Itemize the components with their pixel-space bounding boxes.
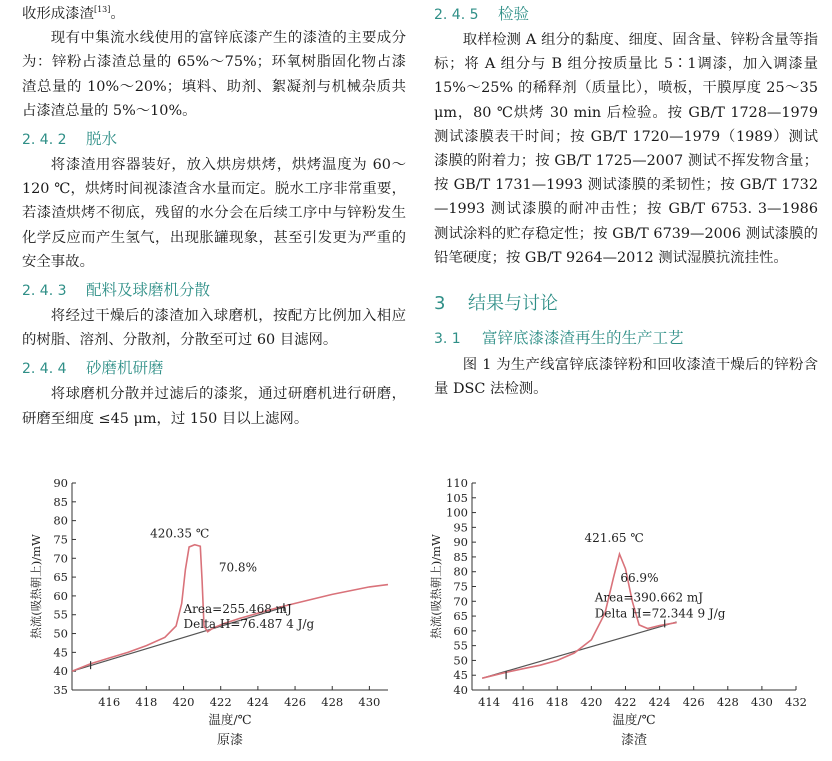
x-tick-label: 428: [321, 695, 344, 709]
x-tick-label: 424: [246, 695, 269, 709]
y-tick-label: 35: [53, 683, 68, 697]
section-heading-245: 2. 4. 5 检验: [434, 5, 530, 23]
section-text-31: 图 1 为生产线富锌底漆锌粉和回收漆渣干燥后的锌粉含量 DSC 法检测。: [434, 357, 818, 398]
dsc-chart-original-svg: [14, 477, 398, 757]
y-tick-label: 80: [453, 564, 468, 579]
delta-h-label: Delta H=72.344 9 J/g: [594, 606, 726, 621]
peak-label: 420.35 ℃: [150, 526, 210, 541]
x-tick-label: 420: [172, 695, 195, 709]
x-tick-label: 418: [135, 695, 158, 709]
section-text-242: 将漆渣用容器装好，放入烘房烘烤，烘烤温度为 60～120 ℃，烘烤时间视漆渣含水量而定。脱水工序非常重要，若漆渣烘烤不彻底，残留的水分会在后续工序中与锌粉发生化学反应而产生氢气，出现胀罐现象，甚至引发更为严重的安全事故。: [22, 157, 406, 270]
y-tick-label: 100: [446, 505, 468, 520]
x-tick-label: 426: [284, 695, 307, 709]
y-tick-label: 40: [53, 664, 68, 679]
right-column: [434, 2, 818, 401]
x-tick-label: 418: [546, 695, 569, 709]
x-tick-label: 420: [580, 695, 603, 709]
y-tick-label: 60: [453, 623, 468, 638]
y-tick-label: 40: [453, 683, 468, 697]
x-tick-label: 432: [785, 695, 807, 709]
chart-caption: 漆渣: [620, 733, 648, 748]
y-tick-label: 55: [53, 607, 68, 622]
section-heading-244: 2. 4. 4 砂磨机研磨: [22, 359, 164, 378]
section-heading-243: 2. 4. 3 配料及球磨机分散: [22, 281, 211, 300]
delta-h-label: Delta H=76.487 4 J/g: [183, 616, 315, 631]
x-tick-label: 416: [98, 695, 121, 709]
x-tick-label: 426: [682, 695, 705, 709]
y-tick-label: 65: [53, 570, 68, 585]
dsc-chart-original: [14, 477, 398, 761]
y-tick-label: 65: [453, 609, 468, 624]
area-label: Area=390.662 mJ: [594, 590, 704, 605]
integration-baseline: [482, 622, 676, 678]
chart-caption: 原漆: [216, 733, 244, 748]
y-axis-label: 热流(吸热朝上)/mW: [429, 534, 443, 639]
y-tick-label: 95: [453, 520, 468, 535]
composition-paragraph: 现有中集流水线使用的富锌底漆产生的漆渣的主要成分为：锌粉占漆渣总量的 65%～75%；环氧树脂固化物占漆渣总量的 10%～20%；填料、助剂、絮凝剂与机械杂质共占漆渣总量的 5%～10%。: [22, 30, 406, 119]
y-tick-label: 75: [453, 579, 468, 594]
y-tick-label: 55: [453, 638, 468, 653]
percent-label: 66.9%: [620, 571, 659, 586]
reference-13[interactable]: [13]: [93, 5, 111, 15]
area-label: Area=255.468 mJ: [183, 601, 292, 616]
left-column: [22, 2, 406, 431]
x-axis-label: 温度/℃: [208, 712, 252, 727]
y-tick-label: 85: [453, 549, 468, 564]
x-tick-label: 430: [358, 695, 381, 709]
x-tick-label: 430: [750, 695, 773, 709]
section-heading-3: 3 结果与讨论: [434, 293, 558, 315]
section-heading-31: 3. 1 富锌底漆漆渣再生的生产工艺: [434, 329, 684, 348]
y-tick-label: 90: [453, 535, 468, 550]
y-tick-label: 60: [53, 588, 68, 603]
x-tick-label: 422: [209, 695, 232, 709]
x-tick-label: 416: [512, 695, 535, 709]
y-tick-label: 90: [53, 477, 68, 490]
y-tick-label: 105: [446, 490, 468, 505]
y-tick-label: 85: [53, 494, 68, 509]
y-tick-label: 80: [53, 513, 68, 528]
y-tick-label: 50: [453, 653, 468, 668]
section-heading-242: 2. 4. 2 脱水: [22, 130, 118, 149]
y-tick-label: 45: [53, 645, 68, 660]
dsc-chart-residue-svg: [426, 477, 810, 757]
y-tick-label: 70: [453, 594, 468, 609]
dsc-chart-residue: [426, 477, 810, 761]
percent-label: 70.8%: [218, 560, 257, 575]
x-tick-label: 424: [648, 695, 671, 709]
intro-line: 收形成漆渣[13]。: [22, 5, 125, 22]
y-tick-label: 45: [453, 668, 468, 683]
y-tick-label: 70: [53, 551, 68, 566]
x-tick-label: 422: [614, 695, 637, 709]
section-text-245: 取样检测 A 组分的黏度、细度、固含量、锌粉含量等指标；将 A 组分与 B 组分按质量比 5∶1调漆，加入调漆量 15%～25% 的稀释剂（质量比），喷板，干膜厚度 25～35 μm，80 ℃烘烤 30 min 后检验。按 GB/T 1728—1979 测试漆膜表干时间；按 GB/T 1720—1979（1989）测试漆膜的附着力；按 GB/T 1725—2007 测试不挥发物含量；按 GB/T 1731—1993 测试漆膜的柔韧性；按 GB/T 1732—1993 测试漆膜的耐冲击性；按 GB/T 6753. 3—1986 测试涂料的贮存稳定性；按 GB/T 6739—2006 测试漆膜的铅笔硬度；按 GB/T 9264—2012 测试湿膜抗流挂性。: [434, 32, 818, 266]
y-axis-label: 热流(吸热朝上)/mW: [29, 534, 43, 639]
x-tick-label: 414: [478, 695, 501, 709]
section-text-243: 将经过干燥后的漆渣加入球磨机，按配方比例加入相应的树脂、溶剂、分散剂，分散至可过 60 目滤网。: [22, 308, 406, 349]
section-text-244: 将球磨机分散并过滤后的漆浆，通过研磨机进行研磨，研磨至细度 ≤45 μm，过 150 目以上滤网。: [22, 386, 406, 427]
x-tick-label: 428: [716, 695, 739, 709]
y-tick-label: 75: [53, 532, 68, 547]
y-tick-label: 110: [446, 477, 468, 490]
peak-label: 421.65 ℃: [584, 531, 644, 546]
x-axis-label: 温度/℃: [612, 712, 656, 727]
y-tick-label: 50: [53, 626, 68, 641]
